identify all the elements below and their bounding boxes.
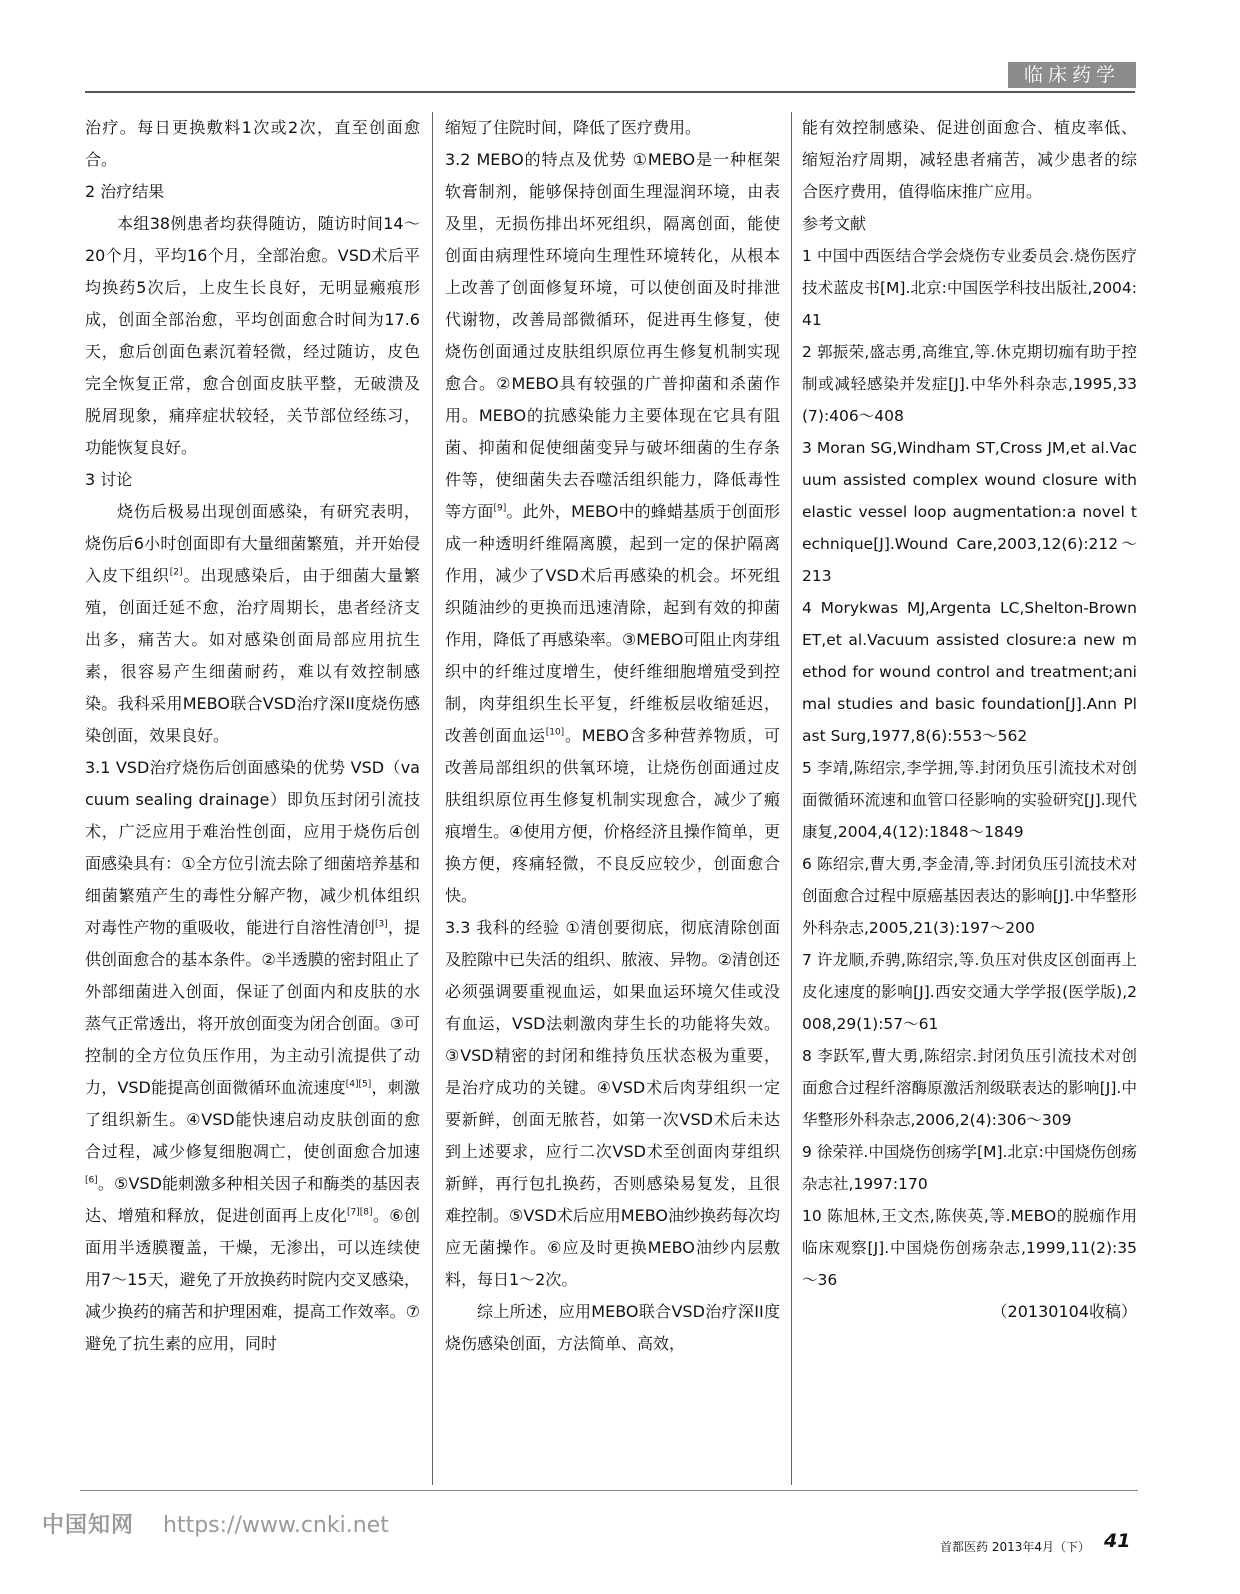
citation: [9] [493, 503, 507, 514]
text-run: 。MEBO含多种营养物质，可改善局部组织的供氧环境，让烧伤创面通过皮肤组织原位再生修复机制实现愈合，减少了瘢痕增生。④使用方便，价格经济且操作简单，更换方便，疼痛轻微，不良反应较少，创面愈合快。 [445, 726, 780, 905]
text-run: 。⑥创面用半透膜覆盖，干燥，无渗出，可以连续使用7～15天，避免了开放换药时院内交叉感染，减少换药的痛苦和护理困难，提高工作效率。⑦避免了抗生素的应用，同时 [85, 1206, 420, 1353]
column-1 [85, 112, 420, 1487]
column-3 [802, 112, 1137, 1487]
paragraph [85, 752, 420, 1360]
column-divider [791, 112, 792, 1485]
footer-rule [80, 1490, 1138, 1491]
reference-item: 4 Morykwas MJ,Argenta LC,Shelton-Brown ET,et al.Vacuum assisted closure:a new method for wound control and treatment;animal studies and basic foundation[J].Ann Plast Surg,1977,8(6):553～562 [802, 599, 1137, 745]
text-run: 烧伤后极易出现创面感染，有研究表明，烧伤后6小时创面即有大量细菌繁殖，并开始侵入皮下组织 [85, 502, 420, 585]
text-run: 。此外，MEBO中的蜂蜡基质于创面形成一种透明纤维隔离膜，起到一定的保护隔离作用，减少了VSD术后再感染的机会。坏死组织随油纱的更换而迅速清除，起到有效的抑菌作用，降低了再感染率。③MEBO可阻止肉芽组织中的纤维过度增生，使纤维细胞增殖受到控制，肉芽组织生长平复，纤维板层收缩延迟，改善创面血运 [445, 502, 780, 745]
citation: [7][8] [347, 1207, 373, 1218]
watermark-url: https://www.cnki.net [163, 1513, 389, 1538]
reference-item: 6 陈绍宗,曹大勇,李金清,等.封闭负压引流技术对创面愈合过程中原癌基因表达的影响[J].中华整形外科杂志,2005,21(3):197～200 [802, 855, 1137, 937]
reference-item: 5 李靖,陈绍宗,李学拥,等.封闭负压引流技术对创面微循环流速和血管口径影响的实验研究[J].现代康复,2004,4(12):1848～1849 [802, 759, 1137, 841]
text-run: 。出现感染后，由于细菌大量繁殖，创面迁延不愈，治疗周期长，患者经济支出多，痛苦大。如对感染创面局部应用抗生素，很容易产生细菌耐药，难以有效控制感染。我科采用MEBO联合VSD治疗深II度烧伤感染创面，效果良好。 [85, 566, 420, 745]
text-run: 。⑤VSD能刺激多种相关因子和酶类的基因表达、增殖和释放，促进创面再上皮化 [85, 1174, 420, 1225]
column-divider [432, 112, 433, 1485]
reference-item: 9 徐荣祥.中国烧伤创疡学[M].北京:中国烧伤创疡杂志社,1997:170 [802, 1143, 1137, 1193]
reference-item: 10 陈旭林,王文杰,陈侠英,等.MEBO的脱痂作用临床观察[J].中国烧伤创疡杂志,1999,11(2):35～36 [802, 1207, 1137, 1289]
paragraph: 综上所述，应用MEBO联合VSD治疗深II度烧伤感染创面，方法简单、高效， [445, 1302, 780, 1353]
page-number: 41 [1104, 1530, 1131, 1552]
text-run: ，刺激了组织新生。④VSD能快速启动皮肤创面的愈合过程，减少修复细胞凋亡，使创面愈合加速 [85, 1078, 420, 1161]
paragraph [445, 144, 780, 912]
section-heading: 2 治疗结果 [85, 182, 165, 201]
citation: [2] [169, 567, 183, 578]
section-tag: 临床药学 [1008, 62, 1136, 88]
paragraph: 缩短了住院时间，降低了医疗费用。 [445, 118, 702, 137]
citation: [6] [85, 1175, 98, 1186]
watermark-logo: 中国知网 [42, 1513, 135, 1538]
paragraph [85, 496, 420, 752]
reference-item: 3 Moran SG,Windham ST,Cross JM,et al.Vacuum assisted complex wound closure with elastic vessel loop augmentation:a novel technique[J].Wound Care,2003,12(6):212～213 [802, 439, 1137, 585]
paragraph: 3.3 我科的经验 ①清创要彻底，彻底清除创面及腔隙中已失活的组织、脓液、异物。②清创还必须强调要重视血运，如果血运环境欠佳或没有血运，VSD法刺激肉芽生长的功能将失效。③VSD精密的封闭和维持负压状态极为重要，是治疗成功的关键。④VSD术后肉芽组织一定要新鲜，创面无脓苔，如第一次VSD术后未达到上述要求，应行二次VSD术至创面肉芽组织新鲜，再行包扎换药，否则感染易复发，且很难控制。⑤VSD术后应用MEBO油纱换药每次均应无菌操作。⑥应及时更换MEBO油纱内层敷料，每日1～2次。 [445, 918, 780, 1289]
citation: [10] [545, 727, 565, 738]
column-2 [445, 112, 780, 1487]
received-date: （20130104收稿） [991, 1302, 1137, 1321]
reference-item: 2 郭振荣,盛志勇,高维宜,等.休克期切痂有助于控制或减轻感染并发症[J].中华外科杂志,1995,33(7):406～408 [802, 343, 1137, 425]
references-heading: 参考文献 [802, 214, 867, 233]
citation: [3] [375, 919, 388, 930]
reference-item: 7 许龙顺,乔骋,陈绍宗,等.负压对供皮区创面再上皮化速度的影响[J].西安交通大学学报(医学版),2008,29(1):57～61 [802, 951, 1137, 1033]
reference-item: 8 李跃军,曹大勇,陈绍宗.封闭负压引流技术对创面愈合过程纤溶酶原激活剂级联表达的影响[J].中华整形外科杂志,2006,2(4):306～309 [802, 1047, 1137, 1129]
paragraph: 本组38例患者均获得随访，随访时间14～20个月，平均16个月，全部治愈。VSD术后平均换药5次后，上皮生长良好，无明显瘢痕形成，创面全部治愈，平均创面愈合时间为17.6天，愈后创面色素沉着轻微，经过随访，皮色完全恢复正常，愈合创面皮肤平整，无破溃及脱屑现象，痛痒症状较轻，关节部位经练习，功能恢复良好。 [85, 214, 420, 457]
text-run: ，提供创面愈合的基本条件。②半透膜的密封阻止了外部细菌进入创面，保证了创面内和皮肤的水蒸气正常透出，将开放创面变为闭合创面。③可控制的全方位负压作用，为主动引流提供了动力，VSD能提高创面微循环血流速度 [85, 918, 420, 1097]
paragraph: 能有效控制感染、促进创面愈合、植皮率低、缩短治疗周期，减轻患者痛苦，减少患者的综合医疗费用，值得临床推广应用。 [802, 118, 1137, 201]
text-run: 3.2 MEBO的特点及优势 ①MEBO是一种框架软膏制剂，能够保持创面生理湿润环境，由表及里，无损伤排出坏死组织，隔离创面，能使创面由病理性环境向生理性环境转化，从根本上改善了创面修复环境，可以使创面及时排泄代谢物，改善局部微循环，促进再生修复，使烧伤创面通过皮肤组织原位再生修复机制实现愈合。②MEBO具有较强的广普抑菌和杀菌作用。MEBO的抗感染能力主要体现在它具有阻菌、抑菌和促使细菌变异与破坏细菌的生存条件等，使细菌失去吞噬活组织能力，降低毒性等方面 [445, 150, 780, 521]
text-run: 3.1 VSD治疗烧伤后创面感染的优势 VSD（vacuum sealing drainage）即负压封闭引流技术，广泛应用于难治性创面，应用于烧伤后创面感染具有：①全方位引流去除了细菌培养基和细菌繁殖产生的毒性分解产物，减少机体组织对毒性产物的重吸收，能进行自溶性清创 [85, 758, 420, 937]
reference-item: 1 中国中西医结合学会烧伤专业委员会.烧伤医疗技术蓝皮书[M].北京:中国医学科技出版社,2004:41 [802, 247, 1137, 329]
header-rule [85, 91, 1135, 93]
journal-name: 首都医药 2013年4月（下） [940, 1540, 1090, 1554]
citation: [4][5] [345, 1079, 372, 1090]
section-heading: 3 讨论 [85, 470, 133, 489]
paragraph: 治疗。每日更换敷料1次或2次，直至创面愈合。 [85, 118, 420, 169]
watermark [42, 1508, 389, 1539]
